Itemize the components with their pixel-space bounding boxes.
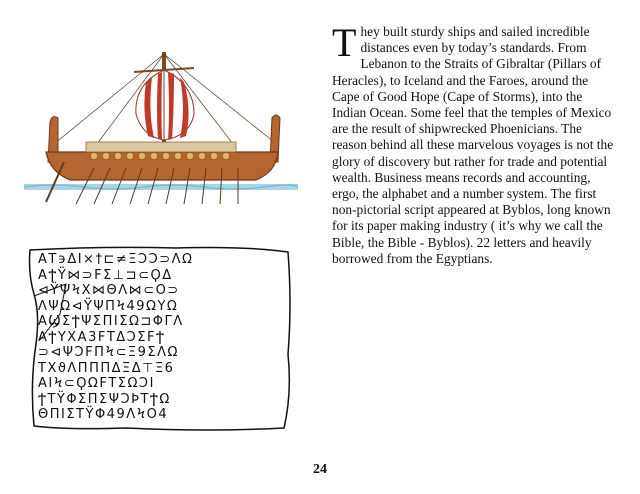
tablet-glyph-row: ΘΠΙΣΤΫΦ49ΛϞΟ4 xyxy=(38,407,169,422)
page-number: 24 xyxy=(313,462,327,477)
tablet-glyph-row: ΑϮΫ⋈⊃ϜΣ⊥⊐⊂ϘΔ xyxy=(38,267,173,283)
tablet-glyph-row: ΑΤ϶ΔΙ×†⊏≠ΞϽϽ⊃ΛΩ xyxy=(38,252,194,267)
tablet-glyph-row: ⊃⊲ΨϽϜΠϞ⊂Ξ9ΣΛΩ xyxy=(38,345,179,360)
tablet-glyph-row: ΑϮΥΧΑ3ϜΤΔϽΣϜϮ xyxy=(38,329,166,345)
tablet-glyph-row: ΑΙϞ⊂ϘΩϜΤΣΩϽΙ xyxy=(38,376,155,391)
tablet-glyph-row: ΤΧϑΛΠΠΠΔΞΔ⊤Ξ6 xyxy=(38,360,175,376)
tablet-glyph-row: ΑϢΣϮΨΣΠΙΣΩ⊐ΦΓΛ xyxy=(38,314,184,329)
tablet-glyph-row: ⊲ΫΨϞΧ⋈ΘΛ⋈⊂Ο⊃ xyxy=(38,283,180,298)
body-paragraph: hey built sturdy ships and sailed incredible distances even by today’s standards. From Lebanon to the Straits of Gibraltar (Pillars of Heracles), to Iceland and the Faroes, around the Cape of Good Hope (Cape of Storms), into the Indian Ocean. Some feel that the temples of Mexico are the result of shipwrecked Phoenicians. The reason behind all these marvelous voyages is not the glory of discovery but rather for trade and potential wealth. Business means records and accounting, ergo, the alphabet and a number system. The first non-pictorial script appeared at Byblos, long known for its paper making industry ( it’s why we call the Bible, the Bible - Byblos). 22 letters and heavily borrowed from the Egyptians. xyxy=(332,24,614,266)
ship-hull xyxy=(46,152,278,180)
tablet-glyph-row: ϮΤΫΦΣΠΣΨϽϷΤϮΩ xyxy=(38,391,171,407)
phoenician-inscription-tablet xyxy=(26,244,296,432)
tablet-glyph-row: ΛΨΩ⊲ΫΨΠϞ49ΩΥΩ xyxy=(38,298,179,314)
deck-cargo xyxy=(86,142,236,152)
drop-cap: T xyxy=(332,20,357,65)
tablet-glyph-rows xyxy=(38,252,286,423)
body-text xyxy=(332,20,616,267)
striped-sail xyxy=(134,68,194,140)
phoenician-ship-illustration xyxy=(24,44,298,216)
